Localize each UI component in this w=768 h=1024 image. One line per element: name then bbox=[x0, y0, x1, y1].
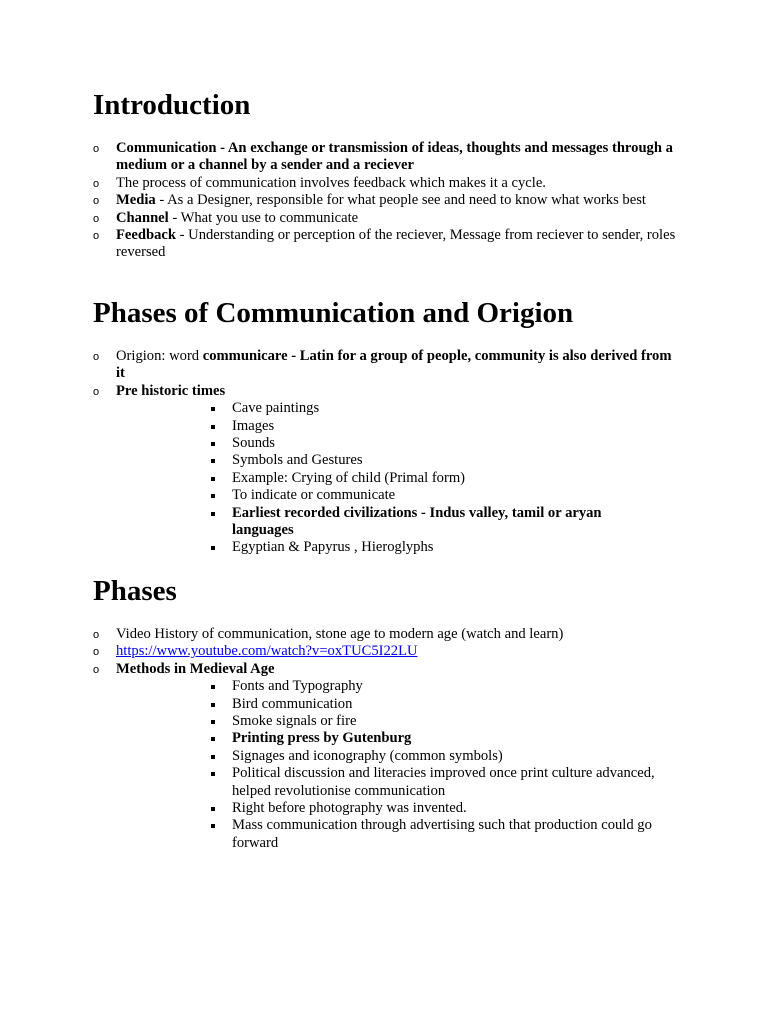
sublist-item: Example: Crying of child (Primal form) bbox=[209, 470, 661, 487]
square-bullet-icon bbox=[211, 772, 215, 776]
square-bullet-icon bbox=[211, 512, 215, 516]
list-item: o The process of communication involves feedback which makes it a cycle. bbox=[93, 175, 683, 192]
sublist-item: Egyptian & Papyrus , Hieroglyphs bbox=[209, 539, 661, 556]
sublist-item: Bird communication bbox=[209, 696, 661, 713]
sublist-container bbox=[93, 678, 683, 852]
phases-list bbox=[93, 626, 683, 852]
heading-phases: Phases bbox=[93, 575, 177, 607]
list-item: o Communication - An exchange or transmission of ideas, thoughts and messages through a medium or a channel by a sender and a reciever bbox=[93, 140, 673, 174]
prehistoric-sublist bbox=[209, 400, 661, 557]
square-bullet-icon bbox=[211, 807, 215, 811]
square-bullet-icon bbox=[211, 703, 215, 707]
circle-bullet-icon: o bbox=[93, 646, 100, 659]
circle-bullet-icon: o bbox=[93, 212, 100, 225]
square-bullet-icon bbox=[211, 685, 215, 689]
square-bullet-icon bbox=[211, 494, 215, 498]
sublist-item: Cave paintings bbox=[209, 400, 661, 417]
square-bullet-icon bbox=[211, 546, 215, 550]
square-bullet-icon bbox=[211, 425, 215, 429]
sublist-item: Earliest recorded civilizations - Indus valley, tamil or aryan languages bbox=[209, 505, 661, 540]
list-item: o Media - As a Designer, responsible for what people see and need to know what works best bbox=[93, 192, 683, 209]
square-bullet-icon bbox=[211, 737, 215, 741]
list-item: o Channel - What you use to communicate bbox=[93, 210, 683, 227]
sublist-item: Signages and iconography (common symbols) bbox=[209, 748, 661, 765]
sublist-item: Symbols and Gestures bbox=[209, 452, 661, 469]
square-bullet-icon bbox=[211, 407, 215, 411]
square-bullet-icon bbox=[211, 459, 215, 463]
sublist-item: To indicate or communicate bbox=[209, 487, 661, 504]
square-bullet-icon bbox=[211, 477, 215, 481]
circle-bullet-icon: o bbox=[93, 385, 100, 398]
list-item: o Methods in Medieval Age bbox=[93, 661, 683, 678]
sublist-item: Sounds bbox=[209, 435, 661, 452]
square-bullet-icon bbox=[211, 720, 215, 724]
circle-bullet-icon: o bbox=[93, 195, 100, 208]
list-item: o Pre historic times bbox=[93, 383, 683, 400]
circle-bullet-icon: o bbox=[93, 143, 100, 155]
circle-bullet-icon: o bbox=[93, 177, 100, 190]
list-item: o Video History of communication, stone age to modern age (watch and learn) bbox=[93, 626, 683, 643]
sublist-item: Mass communication through advertising such that production could go forward bbox=[209, 817, 661, 852]
heading-introduction: Introduction bbox=[93, 89, 251, 121]
sublist-container bbox=[93, 400, 683, 557]
sublist-item: Right before photography was invented. bbox=[209, 800, 661, 817]
list-item: o Feedback - Understanding or perception of the reciever, Message from reciever to sender, roles reversed bbox=[93, 227, 676, 261]
heading-phases-of-communication: Phases of Communication and Origion bbox=[93, 297, 574, 329]
youtube-link[interactable]: https://www.youtube.com/watch?v=oxTUC5I22LU bbox=[116, 643, 418, 660]
sublist-item: Fonts and Typography bbox=[209, 678, 661, 695]
sublist-item: Images bbox=[209, 418, 661, 435]
square-bullet-icon bbox=[211, 824, 215, 828]
circle-bullet-icon: o bbox=[93, 351, 100, 363]
circle-bullet-icon: o bbox=[93, 629, 100, 641]
square-bullet-icon bbox=[211, 755, 215, 759]
list-item bbox=[93, 643, 683, 660]
introduction-list bbox=[93, 140, 683, 262]
sublist-item: Political discussion and literacies improved once print culture advanced, helped revolutionise communication bbox=[209, 765, 661, 800]
square-bullet-icon bbox=[211, 442, 215, 446]
medieval-sublist bbox=[209, 678, 661, 852]
circle-bullet-icon: o bbox=[93, 663, 100, 676]
sublist-item: Printing press by Gutenburg bbox=[209, 730, 661, 747]
list-item: o Origion: word communicare - Latin for a group of people, community is also derived from it bbox=[93, 348, 672, 382]
sublist-item: Smoke signals or fire bbox=[209, 713, 661, 730]
origin-list bbox=[93, 348, 683, 557]
circle-bullet-icon: o bbox=[93, 230, 100, 243]
